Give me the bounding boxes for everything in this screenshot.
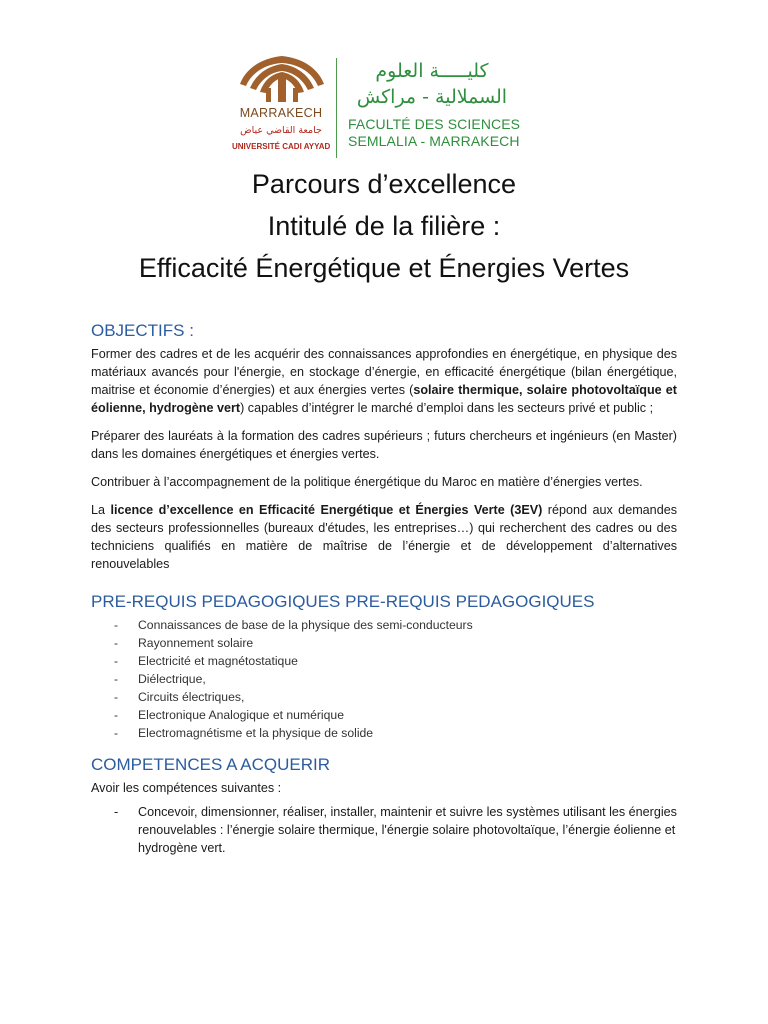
logo-faculty-arabic-line2: السملالية - مراكش (356, 86, 508, 108)
competences-list (91, 803, 677, 857)
list-item: - Concevoir, dimensionner, réaliser, installer, maintenir et suivre les systèmes utilisant les énergies renouvelables : l’énergie solaire thermique, l'énergie solaire photovoltaïque, l’énergie éolienne et hydrogène vert. (114, 805, 677, 855)
competences-intro: Avoir les compétences suivantes : (91, 781, 282, 795)
objectifs-p1-bold: solaire thermique, solaire photovoltaïque et éolienne, hydrogène vert (91, 383, 677, 415)
list-item: - Electricité et magnétostatique (114, 654, 298, 668)
logo-faculty-arabic-line1: كليـــــة العلوم (375, 60, 489, 82)
objectifs-heading: OBJECTIFS : (91, 321, 194, 340)
section-spacer (91, 583, 677, 591)
logo-divider (336, 58, 337, 158)
objectifs-p1-text-end: ) capables d’intégrer le marché d’emploi dans les secteurs privé et public ; (240, 401, 654, 415)
logo-city-text: MARRAKECH (239, 106, 323, 120)
objectifs-paragraph-2: Préparer des lauréats à la formation des cadres supérieurs ; futurs chercheurs et ingénieurs (en Master) dans les domaines énergétiques et énergies vertes. (91, 429, 677, 461)
logo-faculty-french-line1: FACULTÉ DES SCIENCES (348, 116, 521, 132)
logo-university-french: UNIVERSITÉ CADI AYYAD (232, 142, 331, 151)
list-item: - Diélectrique, (114, 672, 206, 686)
objectifs-paragraph-1 (91, 345, 677, 417)
competences-heading: COMPETENCES A ACQUERIR (91, 755, 330, 774)
document-body (91, 320, 677, 857)
list-item: - Connaissances de base de la physique des semi-conducteurs (114, 618, 473, 632)
objectifs-paragraph-4 (91, 501, 677, 573)
list-item: - Rayonnement solaire (114, 636, 254, 650)
objectifs-p4-bold: licence d’excellence en Efficacité Energétique et Énergies Verte (3EV) (110, 503, 543, 517)
prerequis-list (91, 616, 677, 742)
objectifs-p1-text: Former des cadres et de les acquérir des connaissances approfondies en énergétique, en physique des matériaux avancés pour l'énergie, en stockage d’énergie, en efficacité énergétique (bilan énergétique, maitrise et économie d’énergies) et aux énergies vertes ( (91, 347, 677, 397)
objectifs-p4-text-end: répond aux demandes des secteurs professionnelles (bureaux d'études, les entreprises…) qui recherchent des cadres ou des techniciens qualifiés en matière de maîtrise de l’énergie et de développement d’alternatives renouvelables (91, 503, 677, 571)
faculty-logo (232, 50, 532, 160)
logo-university-arabic: جامعة القاضي عياض (240, 125, 322, 136)
objectifs-paragraph-3: Contribuer à l’accompagnement de la politique énergétique du Maroc en matière d’énergies vertes. (91, 475, 643, 489)
document-title-line1: Parcours d’excellence (251, 169, 517, 199)
logo-faculty-french-line2: SEMLALIA - MARRAKECH (348, 133, 520, 149)
prerequis-heading: PRE-REQUIS PEDAGOGIQUES PRE-REQUIS PEDAGOGIQUES (91, 592, 595, 611)
document-title-line3: Efficacité Énergétique et Énergies Vertes (138, 253, 630, 283)
document-title-line2: Intitulé de la filière : (267, 211, 501, 241)
objectifs-p4-text: La (91, 503, 111, 517)
list-item: - Electromagnétisme et la physique de solide (114, 726, 374, 740)
list-item: - Electronique Analogique et numérique (114, 708, 344, 722)
list-item: - Circuits électriques, (114, 690, 245, 704)
